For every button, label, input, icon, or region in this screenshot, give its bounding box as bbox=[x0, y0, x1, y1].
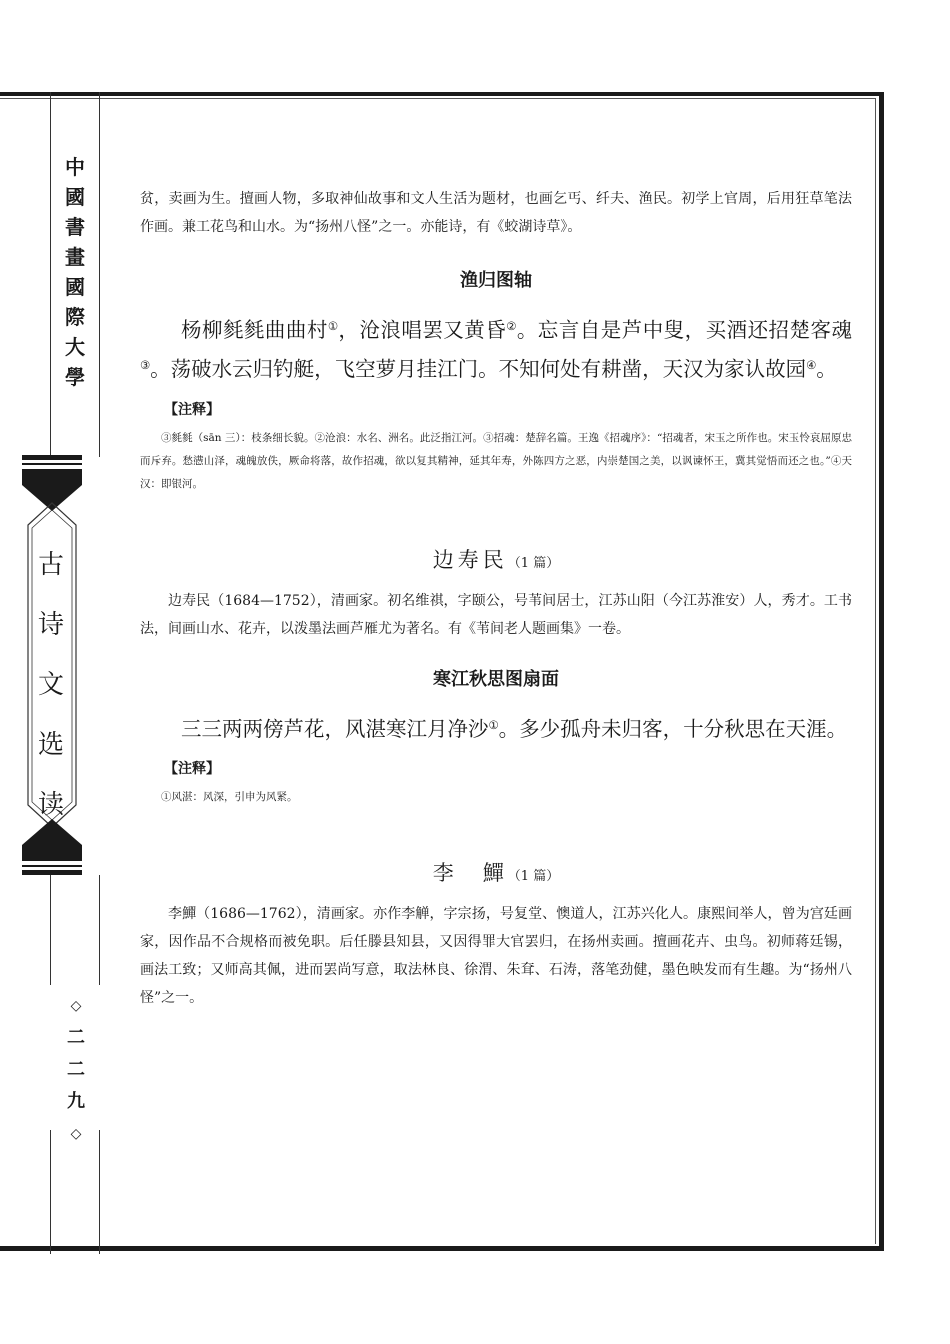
university-char: 大 bbox=[65, 335, 85, 359]
university-char: 書 bbox=[65, 215, 85, 239]
university-char: 際 bbox=[65, 305, 85, 329]
author-name: 边寿民 bbox=[432, 547, 508, 572]
sidebar-rule bbox=[50, 1130, 51, 1254]
diamond-icon: ◇ bbox=[70, 998, 82, 1014]
intro-paragraph: 贫，卖画为生。擅画人物，多取神仙故事和文人生活为题材，也画乞丐、纤夫、渔民。初学上官周，后用狂草笔法作画。兼工花鸟和山水。为“扬州八怪”之一。亦能诗，有《蛟湖诗草》。 bbox=[140, 191, 852, 235]
poem-title: 寒江秋思图扇面 bbox=[433, 668, 559, 690]
notes-heading: 【注释】 bbox=[164, 761, 220, 778]
notes-text: ③毵毵（sān 三）：枝条细长貌。②沧浪：水名、洲名。此泛指江河。③招魂：楚辞名篇。王逸《招魂序》：“招魂者，宋玉之所作也。宋玉怜哀屈原忠而斥弃。愁懑山泽，魂魄放佚，厥命将落，故作招魂，欲以复其精神，延其年寿，外陈四方之恶，内崇楚国之美，以讽谏怀王，冀其觉悟而还之也。”④天汉：即银河。 bbox=[140, 431, 852, 490]
page-number-char: 二 bbox=[67, 1059, 85, 1080]
author-bio: 边寿民（1684—1752），清画家。初名维祺，字颐公，号苇间居士，江苏山阳（今江苏淮安）人，秀才。工书法，间画山水、花卉，以泼墨法画芦雁尤为著名。有《苇间老人题画集》一卷。 bbox=[140, 592, 852, 637]
poem-body bbox=[140, 309, 852, 387]
topic-char: 诗 bbox=[37, 610, 64, 640]
page-number-char: 二 bbox=[67, 1027, 85, 1048]
diamond-icon: ◇ bbox=[70, 1126, 82, 1142]
sidebar-rule bbox=[50, 875, 51, 985]
author-heading bbox=[140, 544, 852, 574]
frame-top-border bbox=[0, 92, 884, 96]
frame-inner-right-border bbox=[875, 98, 876, 1244]
university-char: 國 bbox=[65, 275, 85, 299]
sidebar-rule bbox=[50, 92, 51, 457]
topic-char: 读 bbox=[37, 790, 64, 820]
frame-inner-top-border bbox=[0, 98, 876, 99]
author-name: 李 鱓 bbox=[432, 861, 508, 886]
frame-right-border bbox=[879, 92, 884, 1250]
notes-text: ①风湛：风深，引申为风紧。 bbox=[161, 791, 298, 804]
footnote-marker: ① bbox=[488, 718, 499, 732]
poem-body bbox=[140, 708, 852, 747]
poem-text: 。 bbox=[816, 356, 837, 381]
footnote-marker: ③ bbox=[140, 358, 151, 372]
university-char: 中 bbox=[65, 155, 85, 179]
main-content bbox=[140, 185, 852, 1012]
sidebar-rule bbox=[99, 92, 100, 457]
footnote-marker: ④ bbox=[806, 358, 817, 372]
piece-count: （1 篇） bbox=[507, 555, 560, 571]
author-bio: 李鱓（1686—1762），清画家。亦作李觯，字宗扬，号复堂、懊道人，江苏兴化人。康熙间举人，曾为宫廷画家，因作品不合规格而被免职。后任滕县知县，又因得罪大官罢归，在扬州卖画。擅画花卉、虫鸟。初师蒋廷锡，画法工致；又师高其佩，进而罢尚写意，取法林良、徐渭、朱耷、石涛，落笔劲健，墨色映发而有生趣。为“扬州八怪”之一。 bbox=[140, 906, 852, 1007]
sidebar-rule bbox=[99, 1130, 100, 1254]
page-number bbox=[63, 990, 89, 1150]
poem-text: 杨柳毵毵曲曲村 bbox=[181, 317, 328, 342]
piece-count: （1 篇） bbox=[507, 869, 560, 885]
author-heading bbox=[140, 857, 852, 887]
topic-char: 文 bbox=[37, 670, 64, 700]
footnote-marker: ② bbox=[506, 320, 517, 333]
poem-text: ，沧浪唱罢又黄昏 bbox=[338, 317, 507, 342]
topic-char: 选 bbox=[37, 730, 64, 760]
sidebar-rule bbox=[99, 875, 100, 985]
university-char: 畫 bbox=[65, 245, 85, 269]
frame-bottom-border bbox=[0, 1246, 884, 1251]
notes-heading: 【注释】 bbox=[164, 401, 220, 418]
poem-text: 三三两两傍芦花，风湛寒江月净沙 bbox=[181, 716, 489, 741]
poem-text: 。荡破水云归钓艇，飞空萝月挂江门。不知何处有耕凿，天汉为家认故园 bbox=[150, 356, 807, 381]
section-topic bbox=[31, 535, 71, 835]
topic-char: 古 bbox=[37, 550, 64, 580]
page-number-char: 九 bbox=[67, 1091, 85, 1112]
poem-text: 。多少孤舟未归客，十分秋思在天涯。 bbox=[498, 716, 848, 741]
poem-text: 。忘言自是芦中叟，买酒还招楚客魂 bbox=[516, 317, 852, 342]
university-char: 學 bbox=[65, 365, 85, 389]
footnote-marker: ① bbox=[327, 320, 339, 333]
poem-title: 渔归图轴 bbox=[460, 270, 532, 291]
university-name bbox=[62, 152, 88, 392]
university-char: 國 bbox=[65, 185, 85, 209]
